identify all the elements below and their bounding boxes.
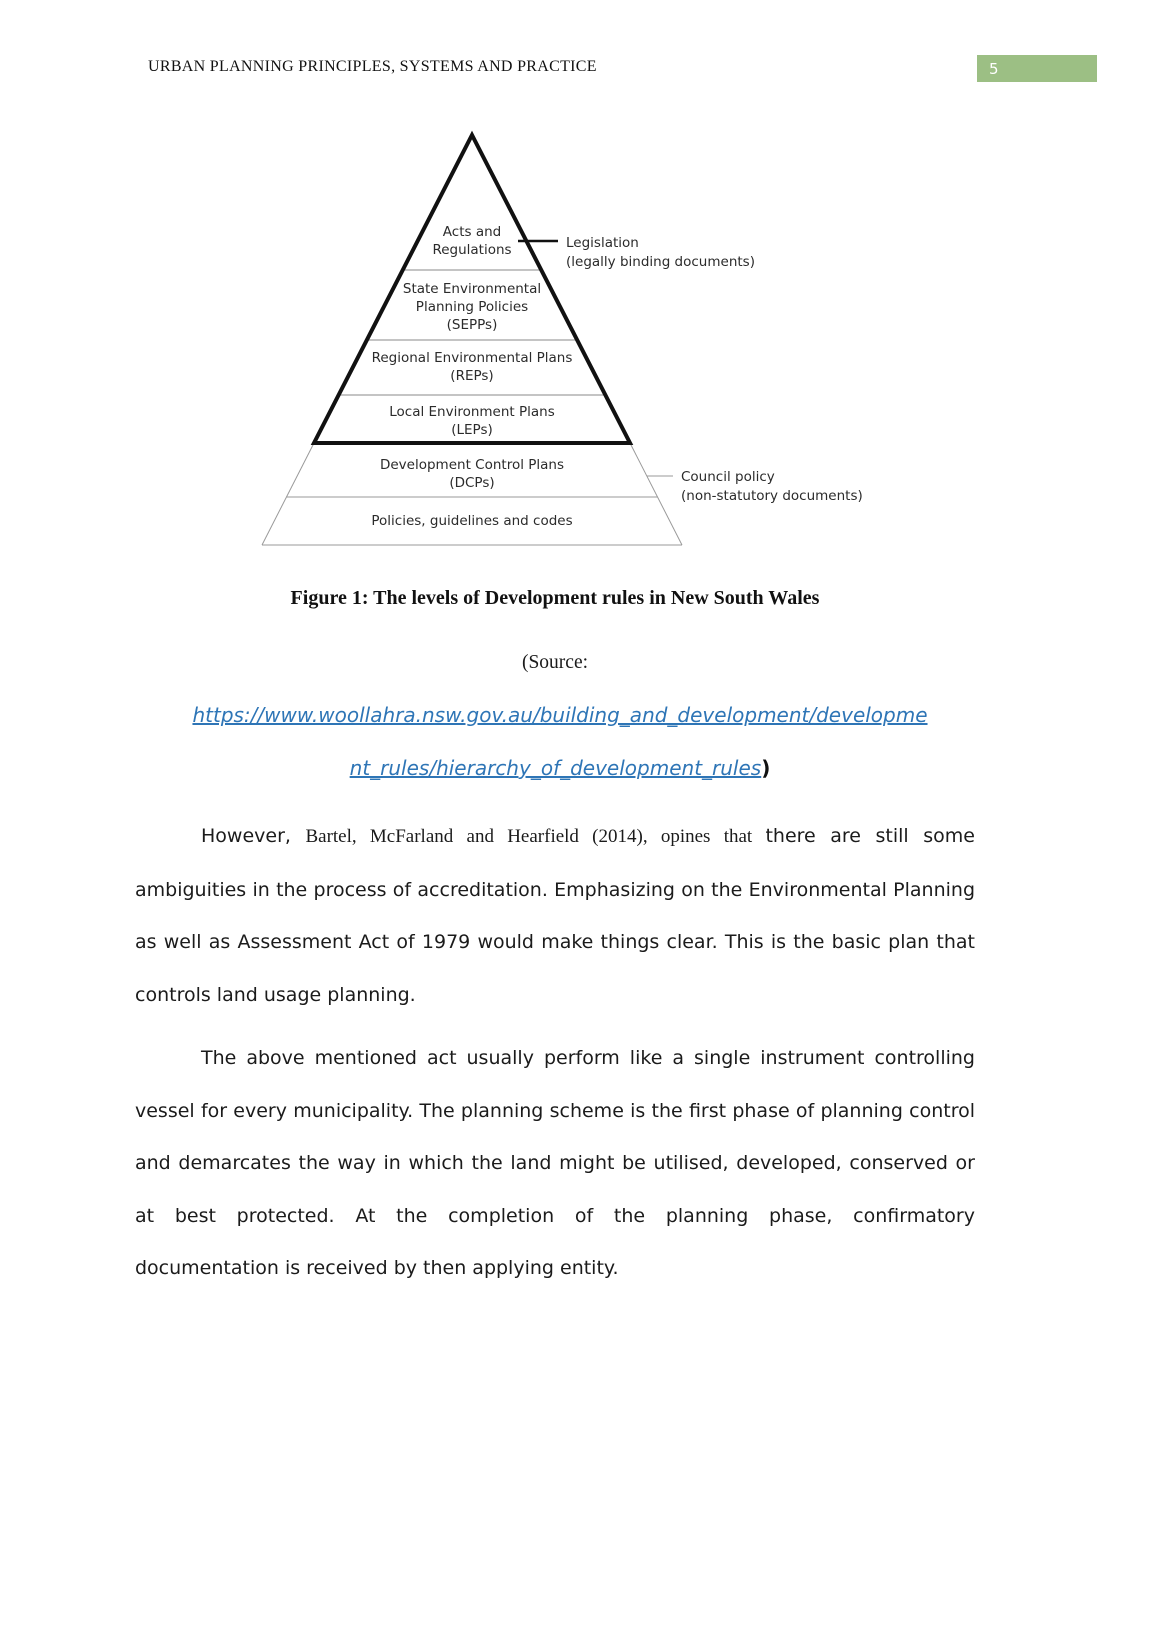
pyramid-level-label: Regional Environmental Plans bbox=[371, 350, 573, 366]
council-policy-callout bbox=[681, 469, 863, 504]
source-label: (Source: bbox=[521, 652, 589, 673]
pyramid-level-dcps bbox=[380, 457, 564, 491]
paragraph-1-citation: Bartel, McFarland and Hearfield (2014), opines that bbox=[305, 826, 766, 847]
pyramid-level-label: Policies, guidelines and codes bbox=[371, 513, 573, 529]
pyramid-level-label: Planning Policies bbox=[415, 299, 529, 315]
pyramid-level-policies-guidelines bbox=[371, 513, 572, 529]
callout-label: Council policy bbox=[681, 469, 775, 485]
pyramid-level-label: Acts and bbox=[442, 224, 502, 240]
source-link-line-2 bbox=[110, 756, 1010, 780]
pyramid-level-reps bbox=[372, 350, 573, 384]
figure-caption: Figure 1: The levels of Development rules in New South Wales bbox=[290, 587, 820, 609]
pyramid-lower-left-edge bbox=[262, 443, 314, 545]
pyramid-level-label: State Environmental bbox=[402, 281, 542, 297]
paragraph-1-lead: However, bbox=[201, 825, 306, 847]
callout-label: (legally binding documents) bbox=[566, 254, 755, 270]
development-rules-pyramid-diagram bbox=[150, 130, 1030, 560]
pyramid-level-leps bbox=[389, 404, 555, 438]
body-text bbox=[135, 810, 975, 1306]
source-hyperlink[interactable]: https://www.woollahra.nsw.gov.au/building_and_development/developme bbox=[192, 703, 928, 727]
pyramid-level-label: (LEPs) bbox=[451, 422, 493, 438]
pyramid-level-label: Local Environment Plans bbox=[389, 404, 555, 420]
pyramid-level-acts-and-regulations bbox=[432, 224, 511, 258]
page-number: 5 bbox=[989, 59, 999, 78]
callout-label: Legislation bbox=[566, 235, 639, 251]
source-link-line-1 bbox=[110, 703, 1010, 727]
callout-label: (non-statutory documents) bbox=[681, 488, 863, 504]
paragraph-1-rest: there are still some ambiguities in the process of accreditation. Emphasizing on the Environmental Planning as well as Assessment Act of 1979 would make things clear. This is the basic plan that controls land usage planning. bbox=[135, 825, 975, 1006]
page-number-badge bbox=[977, 55, 1097, 82]
paragraph-2: The above mentioned act usually perform like a single instrument controlling vessel for every municipality. The planning scheme is the first phase of planning control and demarcates the way in which the land might be utilised, developed, conserved or at best protected. At the completion of the planning phase, confirmatory documentation is received by then applying entity. bbox=[135, 1047, 975, 1279]
pyramid-level-label: (DCPs) bbox=[449, 475, 495, 491]
pyramid-level-sepps bbox=[403, 281, 541, 333]
paragraph-1 bbox=[135, 810, 975, 1021]
source-hyperlink[interactable]: nt_rules/hierarchy_of_development_rules bbox=[349, 756, 762, 780]
pyramid-lower-right-edge bbox=[630, 443, 682, 545]
pyramid-level-label: Development Control Plans bbox=[379, 457, 565, 473]
legislation-callout bbox=[566, 235, 755, 270]
pyramid-level-label: (SEPPs) bbox=[446, 317, 498, 333]
source-closing-paren: ) bbox=[761, 756, 771, 780]
header-title: URBAN PLANNING PRINCIPLES, SYSTEMS AND PRACTICE bbox=[148, 58, 597, 75]
pyramid-level-label: (REPs) bbox=[450, 368, 494, 384]
pyramid-level-label: Regulations bbox=[432, 242, 512, 258]
